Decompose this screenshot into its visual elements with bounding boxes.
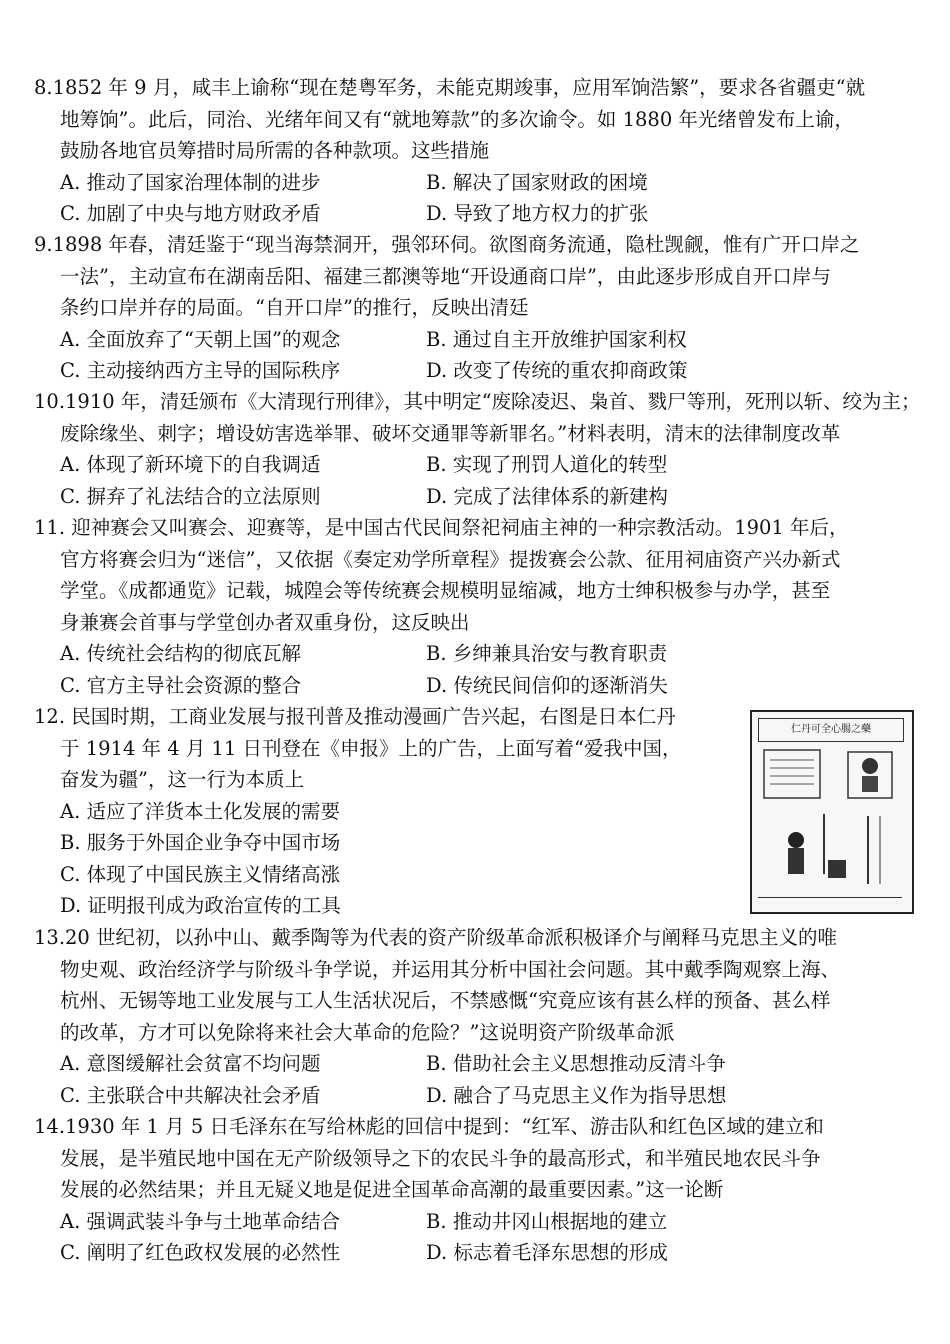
- question-text-line: 学堂。《成都通览》记载，城隍会等传统赛会规模明显缩减，地方士绅积极参与办学，甚至: [60, 579, 831, 602]
- question-text-line: 地筹饷”。此后，同治、光绪年间又有“就地筹款”的多次谕令。如 1880 年光绪曾发布上谕，: [60, 107, 854, 131]
- question-text-line: 身兼赛会首事与学堂创办者双重身份，这反映出: [60, 610, 470, 634]
- question-text-line: 的改革，方才可以免除将来社会大革命的危险？”这说明资产阶级革命派: [60, 1020, 675, 1044]
- option-a: A. 全面放弃了“天朝上国”的观念: [60, 327, 341, 351]
- question-text-line: 官方将赛会归为“迷信”，又依据《奏定劝学所章程》提拨赛会公款、征用祠庙资产兴办新式: [60, 547, 841, 571]
- question-text-line: 废除缘坐、刺字；增设妨害选举罪、破坏交通罪等新罪名。”材料表明，清末的法律制度改革: [60, 421, 841, 445]
- question-13: [34, 922, 914, 1111]
- question-text-line: 发展的必然结果；并且无疑义地是促进全国革命高潮的最重要因素。”这一论断: [60, 1178, 724, 1201]
- option-b: B. 推动井冈山根据地的建立: [426, 1209, 668, 1233]
- figure-footer-rule: [758, 897, 902, 908]
- option-c: C. 阐明了红色政权发展的必然性: [60, 1241, 341, 1264]
- option-d: D. 证明报刊成为政治宣传的工具: [60, 894, 341, 917]
- option-c: C. 官方主导社会资源的整合: [60, 673, 302, 697]
- question-10: [34, 386, 921, 512]
- option-d: D. 标志着毛泽东思想的形成: [426, 1241, 668, 1264]
- newspaper-ad-icon: [758, 744, 902, 894]
- option-d: D. 改变了传统的重农抑商政策: [426, 359, 688, 382]
- question-text-line: 一法”，主动宣布在湖南岳阳、福建三都澳等地“开设通商口岸”，由此逐步形成自开口岸与: [60, 264, 831, 288]
- option-b: B. 实现了刑罚人道化的转型: [426, 453, 668, 476]
- option-b: B. 乡绅兼具治安与教育职责: [426, 642, 668, 665]
- option-d: D. 融合了马克思主义作为指导思想: [426, 1083, 727, 1107]
- option-b: B. 服务于外国企业争夺中国市场: [60, 831, 341, 854]
- question-text-line: 于 1914 年 4 月 11 日刊登在《申报》上的广告，上面写着“爱我中国，: [60, 736, 682, 760]
- option-d: D. 传统民间信仰的逐渐消失: [426, 673, 668, 697]
- question-12: [34, 701, 734, 922]
- advertisement-figure: [750, 710, 914, 914]
- option-a: A. 适应了洋货本土化发展的需要: [60, 799, 340, 823]
- option-d: D. 完成了法律体系的新建构: [426, 484, 668, 508]
- question-text-line: 杭州、无锡等地工业发展与工人生活状况后，不禁感慨“究竟应该有甚么样的预备、甚么样: [60, 989, 831, 1012]
- question-text-line: 10.1910 年，清廷颁布《大清现行刑律》，其中明定“废除凌迟、枭首、戮尸等刑，死刑以斩、绞为主；: [34, 390, 921, 413]
- option-c: C. 摒弃了礼法结合的立法原则: [60, 484, 321, 508]
- question-text-line: 物史观、政治经济学与阶级斗争学说，并运用其分析中国社会问题。其中戴季陶观察上海、: [60, 957, 841, 981]
- option-b: B. 借助社会主义思想推动反清斗争: [426, 1052, 726, 1075]
- question-text-line: 9.1898 年春，清廷鉴于“现当海禁洞开，强邻环伺。欲图商务流通，隐杜觊觎，惟有广开口岸之: [34, 233, 860, 256]
- option-d: D. 导致了地方权力的扩张: [426, 202, 649, 225]
- figure-header: 仁丹可全心腸之藥: [758, 718, 904, 742]
- option-b: B. 通过自主开放维护国家利权: [426, 327, 687, 351]
- question-text-line: 8.1852 年 9 月，咸丰上谕称“现在楚粤军务，未能克期竣事，应用军饷浩繁”，要求各省疆吏“就: [34, 76, 866, 99]
- question-text-line: 发展，是半殖民地中国在无产阶级领导之下的农民斗争的最高形式，和半殖民地农民斗争: [60, 1146, 821, 1170]
- option-c: C. 加剧了中央与地方财政矛盾: [60, 202, 321, 225]
- question-9: [34, 229, 914, 387]
- option-a: A. 推动了国家治理体制的进步: [60, 170, 321, 194]
- question-11: [34, 512, 914, 701]
- option-a: A. 强调武装斗争与土地革命结合: [60, 1209, 340, 1233]
- question-text-line: 12. 民国时期，工商业发展与报刊普及推动漫画广告兴起，右图是日本仁丹: [34, 705, 676, 728]
- question-text-line: 13.20 世纪初，以孙中山、戴季陶等为代表的资产阶级革命派积极译介与阐释马克思主义的唯: [34, 926, 838, 949]
- option-b: B. 解决了国家财政的困境: [426, 170, 648, 194]
- question-8: [34, 72, 914, 230]
- question-14: [34, 1111, 914, 1269]
- option-a: A. 传统社会结构的彻底瓦解: [60, 642, 301, 665]
- question-text-line: 奋发为疆”，这一行为本质上: [60, 768, 304, 791]
- option-a: A. 意图缓解社会贫富不均问题: [60, 1052, 321, 1075]
- option-a: A. 体现了新环境下的自我调适: [60, 453, 321, 476]
- option-c: C. 体现了中国民族主义情绪高涨: [60, 862, 341, 886]
- option-c: C. 主张联合中共解决社会矛盾: [60, 1083, 321, 1107]
- question-text-line: 14.1930 年 1 月 5 日毛泽东在写给林彪的回信中提到：“红军、游击队和红色区域的建立和: [34, 1115, 824, 1138]
- question-text-line: 鼓励各地官员筹措时局所需的各种款项。这些措施: [60, 139, 490, 162]
- question-text-line: 条约口岸并存的局面。“自开口岸”的推行，反映出清廷: [60, 296, 529, 319]
- question-text-line: 11. 迎神赛会又叫赛会、迎赛等，是中国古代民间祭祀祠庙主神的一种宗教活动。1901 年后，: [34, 516, 849, 539]
- option-c: C. 主动接纳西方主导的国际秩序: [60, 359, 341, 382]
